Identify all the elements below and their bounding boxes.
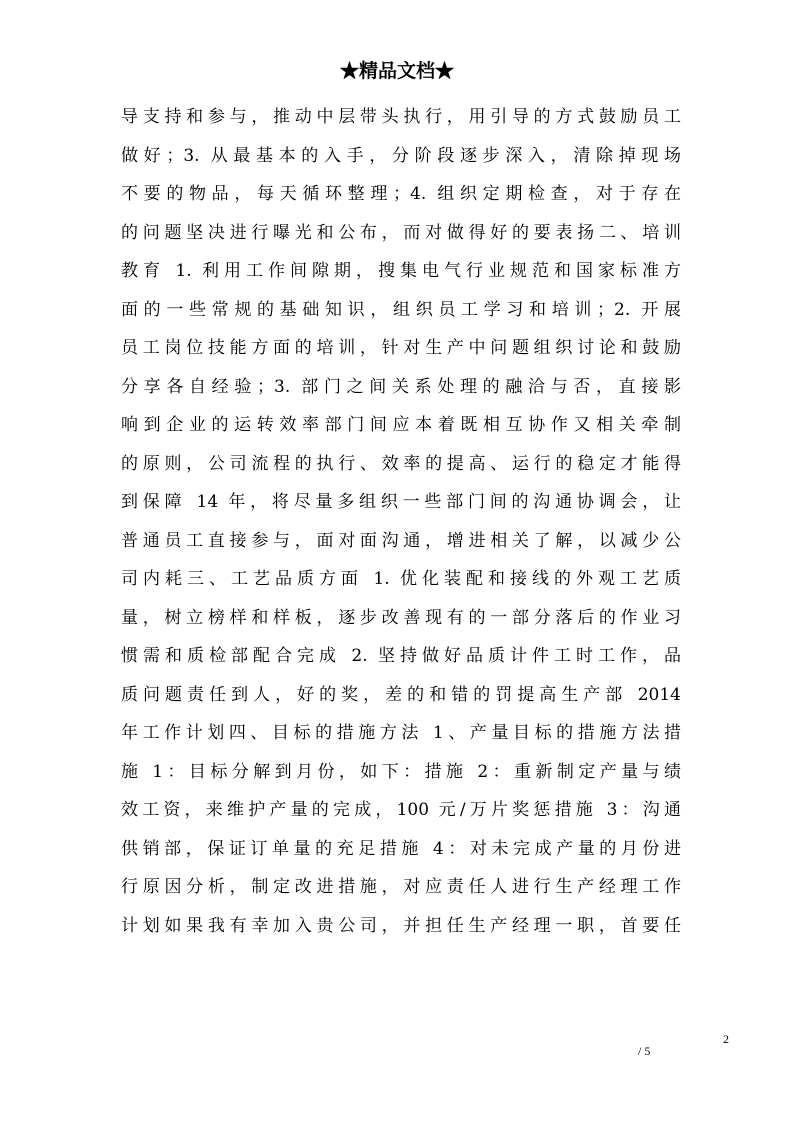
body-line: 不要的物品，每天循环整理；4. 组织定期检查，对于存在 (121, 184, 681, 204)
body-line: 员工岗位技能方面的培训，针对生产中问题组织讨论和鼓励 (121, 338, 681, 358)
body-line: 响到企业的运转效率部门间应本着既相互协作又相关牵制 (121, 415, 681, 435)
body-line: 质问题责任到人，好的奖，差的和错的罚提高生产部 2014 (121, 684, 681, 705)
body-line: 计划如果我有幸加入贵公司，并担任生产经理一职，首要任 (121, 915, 681, 936)
document-header-title: ★精品文档★ (339, 60, 454, 82)
body-line: 普通员工直接参与，面对面沟通，增进相关了解，以减少公 (121, 530, 681, 551)
body-line: 分享各自经验；3. 部门之间关系处理的融洽与否，直接影 (121, 376, 681, 397)
body-line: 教育 1. 利用工作间隙期，搜集电气行业规范和国家标准方 (121, 261, 681, 281)
body-line: 惯需和质检部配合完成 2. 坚持做好品质计件工时工作，品 (121, 646, 681, 666)
body-line: 司内耗三、工艺品质方面 1. 优化装配和接线的外观工艺质 (121, 569, 681, 589)
body-line: 到保障 14 年，将尽量多组织一些部门间的沟通协调会，让 (121, 492, 681, 512)
page-total: / 5 (638, 1044, 651, 1058)
document-body-text (121, 98, 681, 945)
body-line: 面的一些常规的基础知识，组织员工学习和培训；2. 开展 (121, 299, 681, 320)
body-line: 的问题坚决进行曝光和公布，而对做得好的要表扬二、培训 (121, 222, 681, 243)
body-line: 效工资，来维护产量的完成，100 元/万片奖惩措施 3：沟通 (121, 800, 681, 820)
body-line: 年工作计划四、目标的措施方法 1、产量目标的措施方法措 (121, 723, 681, 743)
page-number: 2 (723, 1032, 729, 1046)
body-line: 供销部，保证订单量的充足措施 4：对未完成产量的月份进 (121, 838, 681, 859)
body-line: 导支持和参与，推动中层带头执行，用引导的方式鼓励员工 (121, 107, 681, 127)
body-line: 施 1：目标分解到月份，如下：措施 2：重新制定产量与绩 (121, 761, 681, 782)
body-line: 行原因分析，制定改进措施，对应责任人进行生产经理工作 (121, 877, 681, 897)
body-line: 做好；3. 从最基本的入手，分阶段逐步深入，清除掉现场 (121, 145, 681, 166)
body-line: 的原则，公司流程的执行、效率的提高、运行的稳定才能得 (121, 453, 681, 474)
body-line: 量，树立榜样和样板，逐步改善现有的一部分落后的作业习 (121, 607, 681, 628)
